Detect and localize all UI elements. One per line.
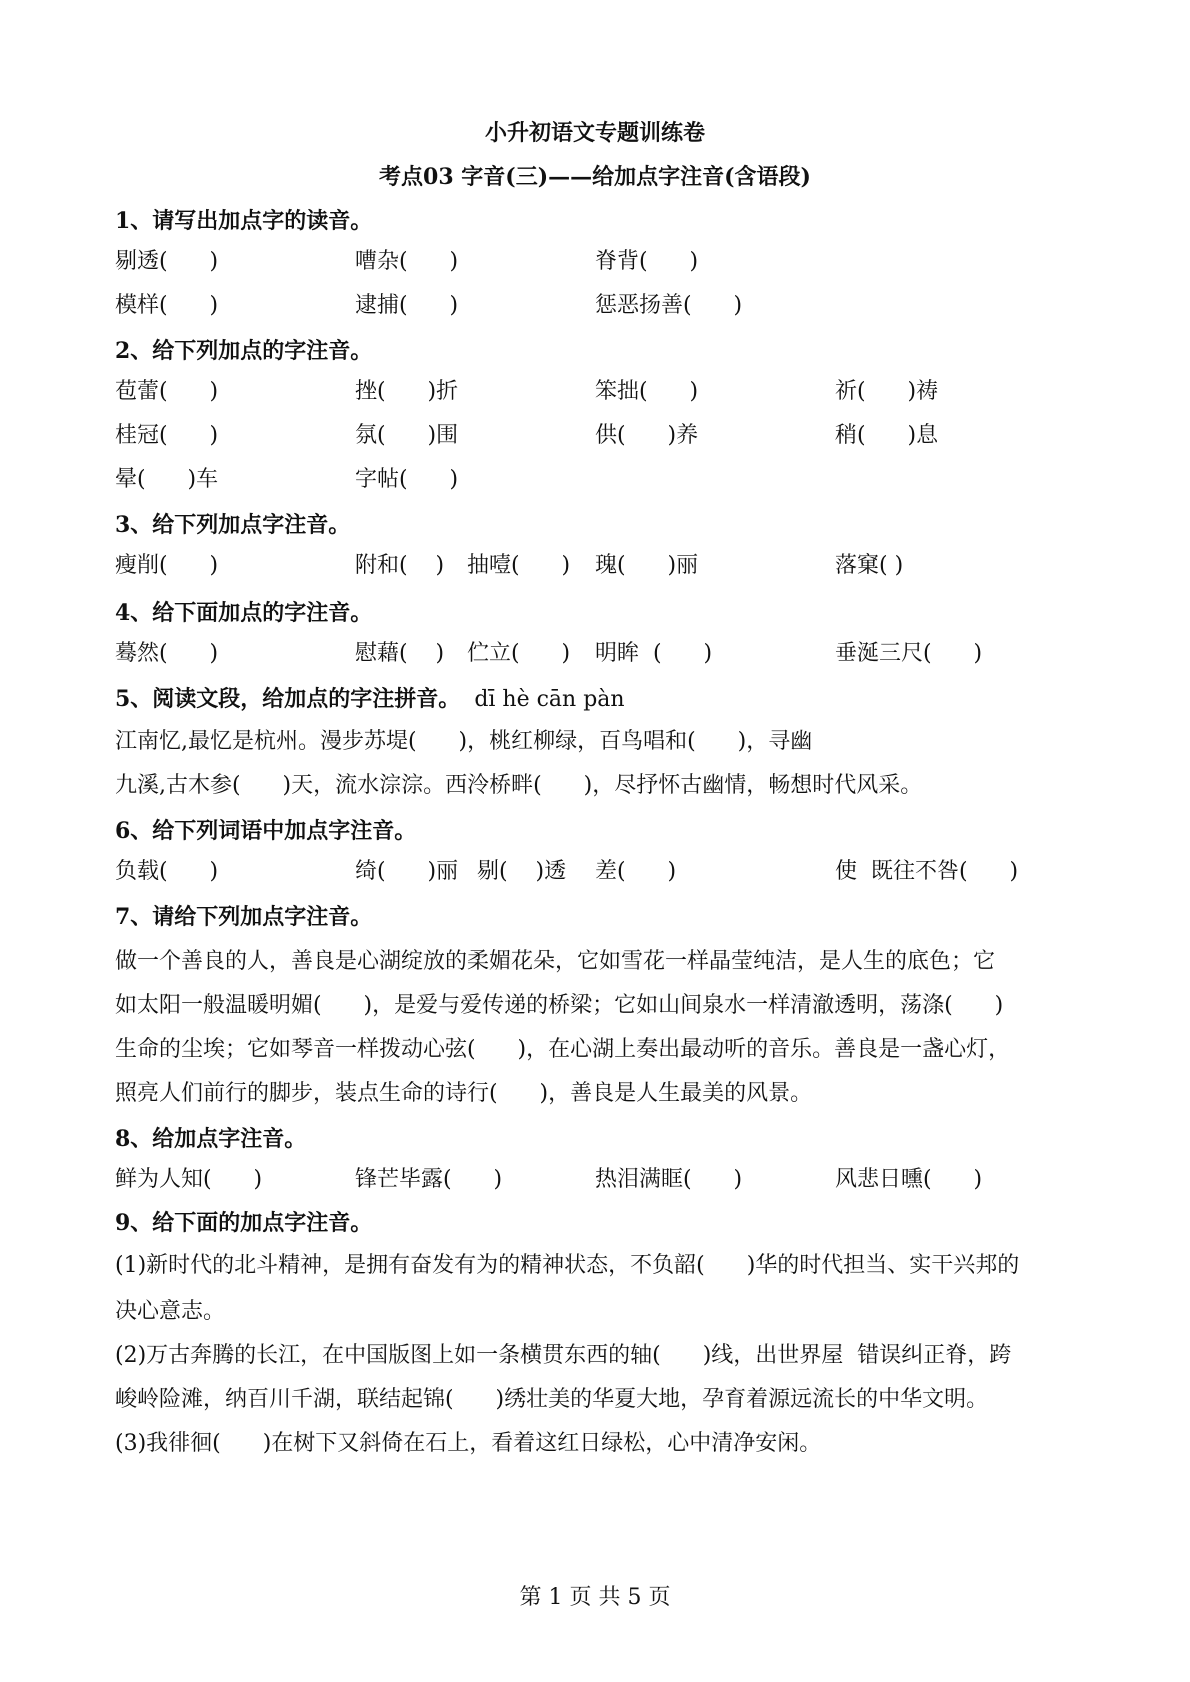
question-2-heading: 2、给下列加点的字注音。 xyxy=(115,338,373,364)
answer-item: 挫( )折 xyxy=(355,379,459,404)
page-title: 小升初语文专题训练卷 xyxy=(484,120,705,146)
answer-item: 供( )养 xyxy=(595,423,699,448)
passage-line: 九溪,古木参( )天，流水淙淙。西泠桥畔( )，尽抒怀古幽情，畅想时代风采。 xyxy=(115,773,923,798)
passage-line: (2)万古奔腾的长江，在中国版图上如一条横贯东西的轴( )线，出世界屋 错误纠正脊，跨 xyxy=(115,1343,1012,1368)
question-4-heading: 4、给下面加点的字注音。 xyxy=(115,600,373,626)
passage-line: 做一个善良的人，善良是心湖绽放的柔媚花朵，它如雪花一样晶莹纯洁，是人生的底色；它 xyxy=(115,949,996,974)
answer-item: 字帖( ) xyxy=(355,467,459,492)
answer-item: 祈( )祷 xyxy=(835,379,939,404)
question-3-row xyxy=(115,548,1115,582)
answer-item: 晕( )车 xyxy=(115,467,219,492)
question-6-heading: 6、给下列词语中加点字注音。 xyxy=(115,818,417,844)
passage-line: 决心意志。 xyxy=(115,1299,226,1324)
page-subtitle: 考点03 字音(三)——给加点字注音(含语段) xyxy=(379,164,811,190)
answer-item: 剔透( ) xyxy=(115,249,219,274)
answer-item: 热泪满眶( ) xyxy=(595,1167,743,1192)
passage-line: (3)我徘徊( )在树下又斜倚在石上，看着这红日绿松，心中清净安闲。 xyxy=(115,1431,822,1456)
question-1-heading: 1、请写出加点字的读音。 xyxy=(115,208,373,234)
answer-item: 绮( )丽 xyxy=(355,859,459,884)
passage-line: (1)新时代的北斗精神，是拥有奋发有为的精神状态，不负韶( )华的时代担当、实干兴邦的 xyxy=(115,1253,1020,1278)
answer-item: 负载( ) xyxy=(115,859,219,884)
question-8-heading: 8、给加点字注音。 xyxy=(115,1126,307,1152)
answer-item: 差( ) xyxy=(595,859,677,884)
question-9-heading: 9、给下面的加点字注音。 xyxy=(115,1210,373,1236)
answer-item: 嘈杂( ) xyxy=(355,249,459,274)
page-number: 第 1 页 共 5 页 xyxy=(519,1585,671,1610)
answer-item: 抽噎( ) xyxy=(467,553,571,578)
passage-line: 照亮人们前行的脚步，装点生命的诗行( )，善良是人生最美的风景。 xyxy=(115,1081,813,1106)
answer-item: 模样( ) xyxy=(115,293,219,318)
answer-item: 苞蕾( ) xyxy=(115,379,219,404)
answer-item: 蓦然( ) xyxy=(115,641,219,666)
question-3-heading: 3、给下列加点字注音。 xyxy=(115,512,351,538)
answer-item: 剔( )透 xyxy=(477,859,567,884)
question-5-heading xyxy=(115,682,625,713)
question-8-row xyxy=(115,1162,1115,1196)
question-6-row xyxy=(115,854,1115,888)
answer-item: 逮捕( ) xyxy=(355,293,459,318)
question-1-row xyxy=(115,244,1115,278)
answer-item: 落窠( ) xyxy=(835,553,904,578)
answer-item: 锋芒毕露( ) xyxy=(355,1167,503,1192)
answer-item: 稍( )息 xyxy=(835,423,939,448)
question-1-row xyxy=(115,288,1115,322)
pinyin-options: dī hè cān pàn xyxy=(474,687,625,712)
question-7-heading: 7、请给下列加点字注音。 xyxy=(115,904,373,930)
answer-item: 瑰( )丽 xyxy=(595,553,699,578)
passage-line: 江南忆,最忆是杭州。漫步苏堤( )，桃红柳绿，百鸟唱和( )，寻幽 xyxy=(115,729,813,754)
question-5-title: 5、阅读文段，给加点的字注拼音。 xyxy=(115,686,461,712)
answer-item: 氛( )围 xyxy=(355,423,459,448)
answer-item: 垂涎三尺( ) xyxy=(835,641,983,666)
question-2-row xyxy=(115,462,1115,496)
answer-item: 笨拙( ) xyxy=(595,379,699,404)
answer-item: 惩恶扬善( ) xyxy=(595,293,743,318)
passage-line: 如太阳一般温暖明媚( )，是爱与爱传递的桥梁；它如山间泉水一样清澈透明，荡涤( ) xyxy=(115,993,1004,1018)
question-4-row xyxy=(115,636,1115,670)
answer-item: 慰藉( ) xyxy=(355,641,445,666)
answer-item: 风悲日曛( ) xyxy=(835,1167,983,1192)
answer-item: 伫立( ) xyxy=(467,641,571,666)
answer-item: 鲜为人知( ) xyxy=(115,1167,263,1192)
answer-item: 明眸 ( ) xyxy=(595,641,713,666)
answer-item: 桂冠( ) xyxy=(115,423,219,448)
answer-item: 使 既往不咎( ) xyxy=(835,859,1019,884)
answer-item: 附和( ) xyxy=(355,553,445,578)
answer-item: 瘦削( ) xyxy=(115,553,219,578)
question-2-row xyxy=(115,374,1115,408)
answer-item: 脊背( ) xyxy=(595,249,699,274)
passage-line: 生命的尘埃；它如琴音一样拨动心弦( )，在心湖上奏出最动听的音乐。善良是一盏心灯， xyxy=(115,1037,1011,1062)
question-2-row xyxy=(115,418,1115,452)
passage-line: 峻岭险滩，纳百川千湖，联结起锦( )绣壮美的华夏大地，孕育着源远流长的中华文明。 xyxy=(115,1387,989,1412)
